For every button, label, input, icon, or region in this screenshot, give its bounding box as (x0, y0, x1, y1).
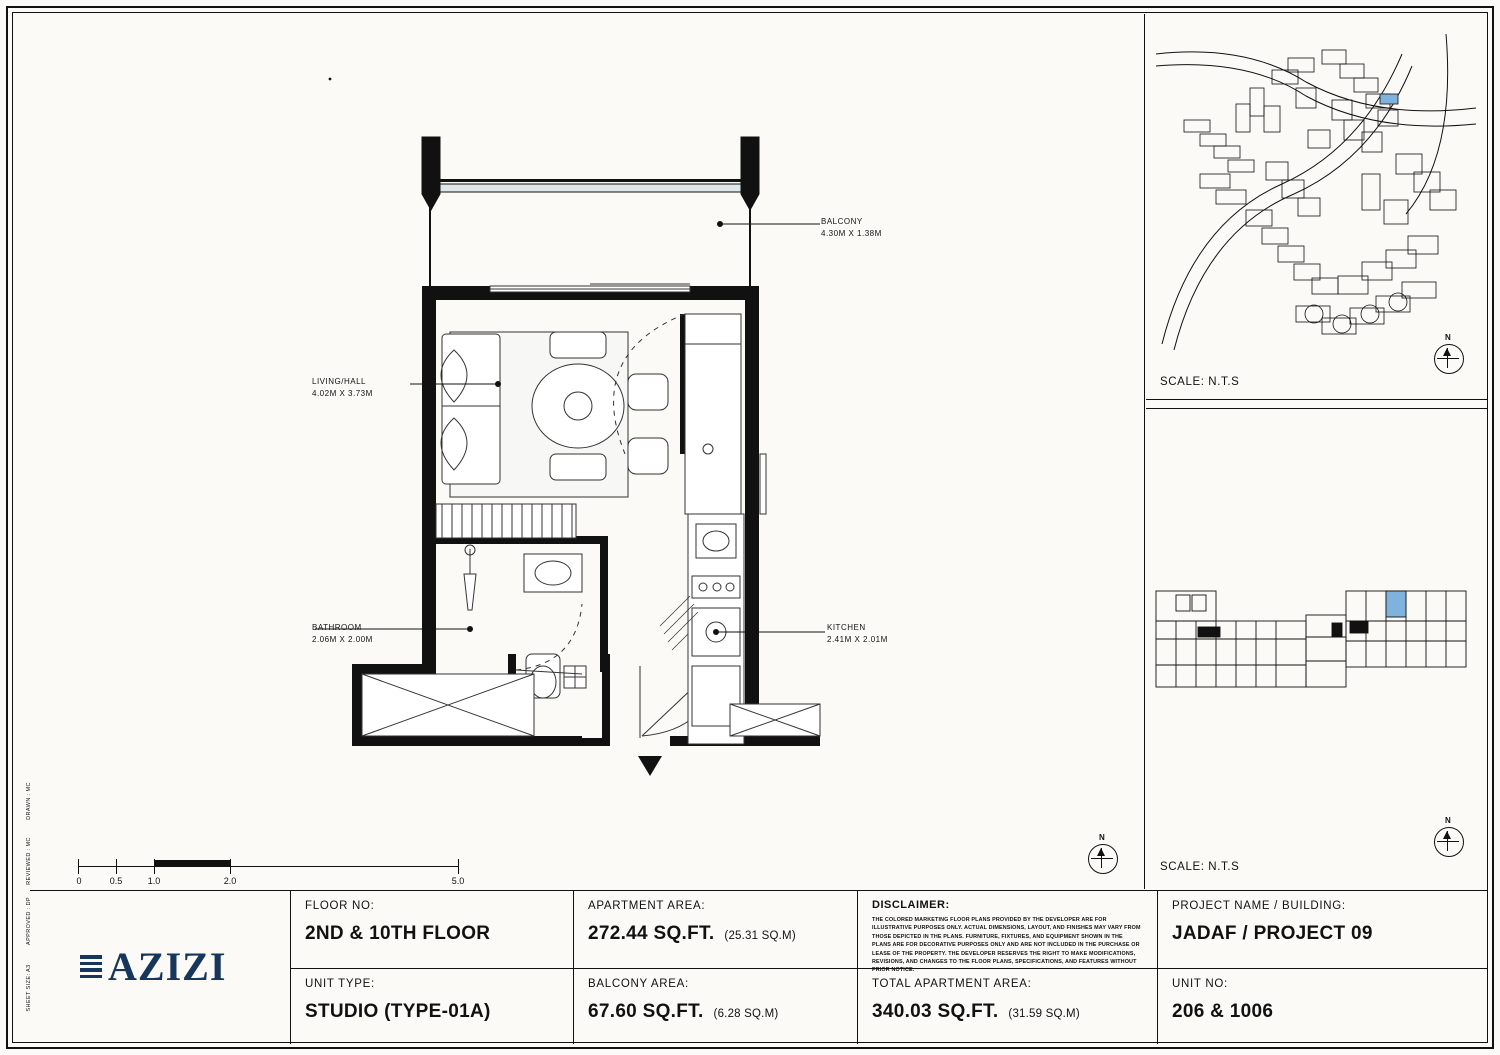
azizi-logo (80, 943, 226, 990)
total-area-value: 340.03 SQ.FT. (872, 1000, 999, 1022)
logo-cell (30, 891, 291, 1044)
annotation-balcony-title: BALCONY (821, 217, 863, 226)
key-plan (1146, 408, 1488, 889)
sheet-side-strip (14, 780, 30, 1030)
balcony-area-value-row (588, 1001, 843, 1023)
unit-type-block (291, 968, 573, 1045)
scale-label-20: 2.0 (223, 876, 237, 886)
disclaimer-block (858, 891, 1157, 974)
location-plan (1146, 14, 1488, 400)
location-plan-drawing (1146, 14, 1488, 374)
annotation-kitchen-dims: 2.41M X 2.01M (827, 635, 888, 644)
floor-unit-cell (291, 891, 574, 1044)
annotation-balcony-dims: 4.30M X 1.38M (821, 229, 882, 238)
compass-north-label-location: N (1445, 333, 1451, 342)
scale-label-0: 0 (76, 876, 82, 886)
project-cell (1158, 891, 1488, 1044)
scale-label-50: 5.0 (451, 876, 465, 886)
balcony-area-sub: (6.28 SQ.M) (713, 1007, 779, 1020)
title-block (30, 890, 1488, 1043)
floor-no-value: 2ND & 10TH FLOOR (305, 923, 491, 944)
annotation-living-hall-dims: 4.02M X 3.73M (312, 389, 373, 398)
annotation-kitchen (827, 622, 888, 646)
unit-type-value: STUDIO (TYPE-01A) (305, 1000, 491, 1022)
side-strip-drawn: DRAWN : MC (26, 782, 32, 820)
balcony-area-value: 67.60 SQ.FT. (588, 1000, 704, 1022)
entry-arrow (638, 756, 662, 776)
compass-key (1431, 817, 1465, 863)
annotation-bathroom-dims: 2.06M X 2.00M (312, 635, 373, 644)
compass-north-label-plan: N (1099, 833, 1105, 842)
disclaimer-cell (858, 891, 1158, 1044)
annotation-balcony (821, 216, 882, 240)
side-strip-reviewed: REVIEWED : MC (26, 837, 32, 885)
apartment-area-sub: (25.31 SQ.M) (724, 930, 796, 942)
apartment-area-block (574, 891, 857, 968)
scale-bar (76, 852, 465, 886)
annotation-living-hall-title: LIVING/HALL (312, 377, 366, 386)
disclaimer-text: THE COLORED MARKETING FLOOR PLANS PROVIDED BY THE DEVELOPER ARE FOR ILLUSTRATIVE PURPOSES ONLY. ACTUAL DIMENSIONS, LAYOUT, AND FINISHES MAY VARY FROM THOSE DEPICTED IN THE PLANS. FURNITURE, FIXTURES, AND EQUIPMENT SHOWN IN THE PLANS ARE FOR DECORATIVE PURPOSES ONLY AND ARE NOT INCLUDED IN THE PURCHASE OR LEASE OF THE PROPERTY. THE DEVELOPER RESERVES THE RIGHT TO MAKE MODIFICATIONS, REVISIONS, AND CHANGES TO THE FLOOR PLANS, SPECIFICATIONS, AND FEATURES WITHOUT PRIOR NOTICE. (872, 917, 1141, 974)
scale-label-10: 1.0 (147, 876, 161, 886)
annotation-kitchen-title: KITCHEN (827, 623, 866, 632)
balcony-area-label: BALCONY AREA: (588, 977, 689, 990)
annotation-bathroom-title: BATHROOM (312, 623, 362, 632)
key-plan-scale: SCALE: N.T.S (1160, 861, 1240, 873)
scale-label-05: 0.5 (109, 876, 123, 886)
unit-type-label: UNIT TYPE: (305, 977, 375, 990)
project-label: PROJECT NAME / BUILDING: (1172, 900, 1346, 912)
unit-no-label: UNIT NO: (1172, 977, 1228, 990)
side-strip-sheet-size: SHEET SIZE: A3 (26, 964, 32, 1012)
total-area-label: TOTAL APARTMENT AREA: (872, 977, 1032, 990)
floor-plan-drawing (30, 14, 1145, 889)
apartment-area-label: APARTMENT AREA: (588, 900, 706, 912)
apartment-area-value: 272.44 SQ.FT. (588, 923, 715, 944)
side-strip-approved: APPROVED : DP (26, 897, 32, 945)
floor-no-label: FLOOR NO: (305, 900, 375, 912)
unit-no-block (1158, 968, 1488, 1045)
right-column (1146, 14, 1488, 889)
compass-plan (1085, 834, 1119, 880)
compass-north-label-key: N (1445, 816, 1451, 825)
total-area-block (858, 968, 1157, 1045)
annotation-bathroom (312, 622, 373, 646)
main-floor-plan (30, 14, 1145, 889)
key-plan-drawing (1146, 409, 1488, 829)
unit-no-value: 206 & 1006 (1172, 1000, 1274, 1022)
total-area-sub: (31.59 SQ.M) (1008, 1007, 1080, 1020)
apartment-area-value-row (588, 923, 843, 945)
floor-no-block (291, 891, 573, 968)
compass-location (1431, 334, 1465, 380)
balcony-area-block (574, 968, 857, 1045)
logo-bars-icon (80, 955, 102, 978)
project-value: JADAF / PROJECT 09 (1172, 923, 1373, 944)
logo-text: AZIZI (108, 944, 227, 989)
project-block (1158, 891, 1488, 968)
disclaimer-title: DISCLAIMER: (872, 899, 950, 911)
location-plan-scale: SCALE: N.T.S (1160, 376, 1240, 388)
areas-cell (574, 891, 858, 1044)
annotation-living-hall (312, 376, 373, 400)
total-area-value-row (872, 1001, 1143, 1023)
